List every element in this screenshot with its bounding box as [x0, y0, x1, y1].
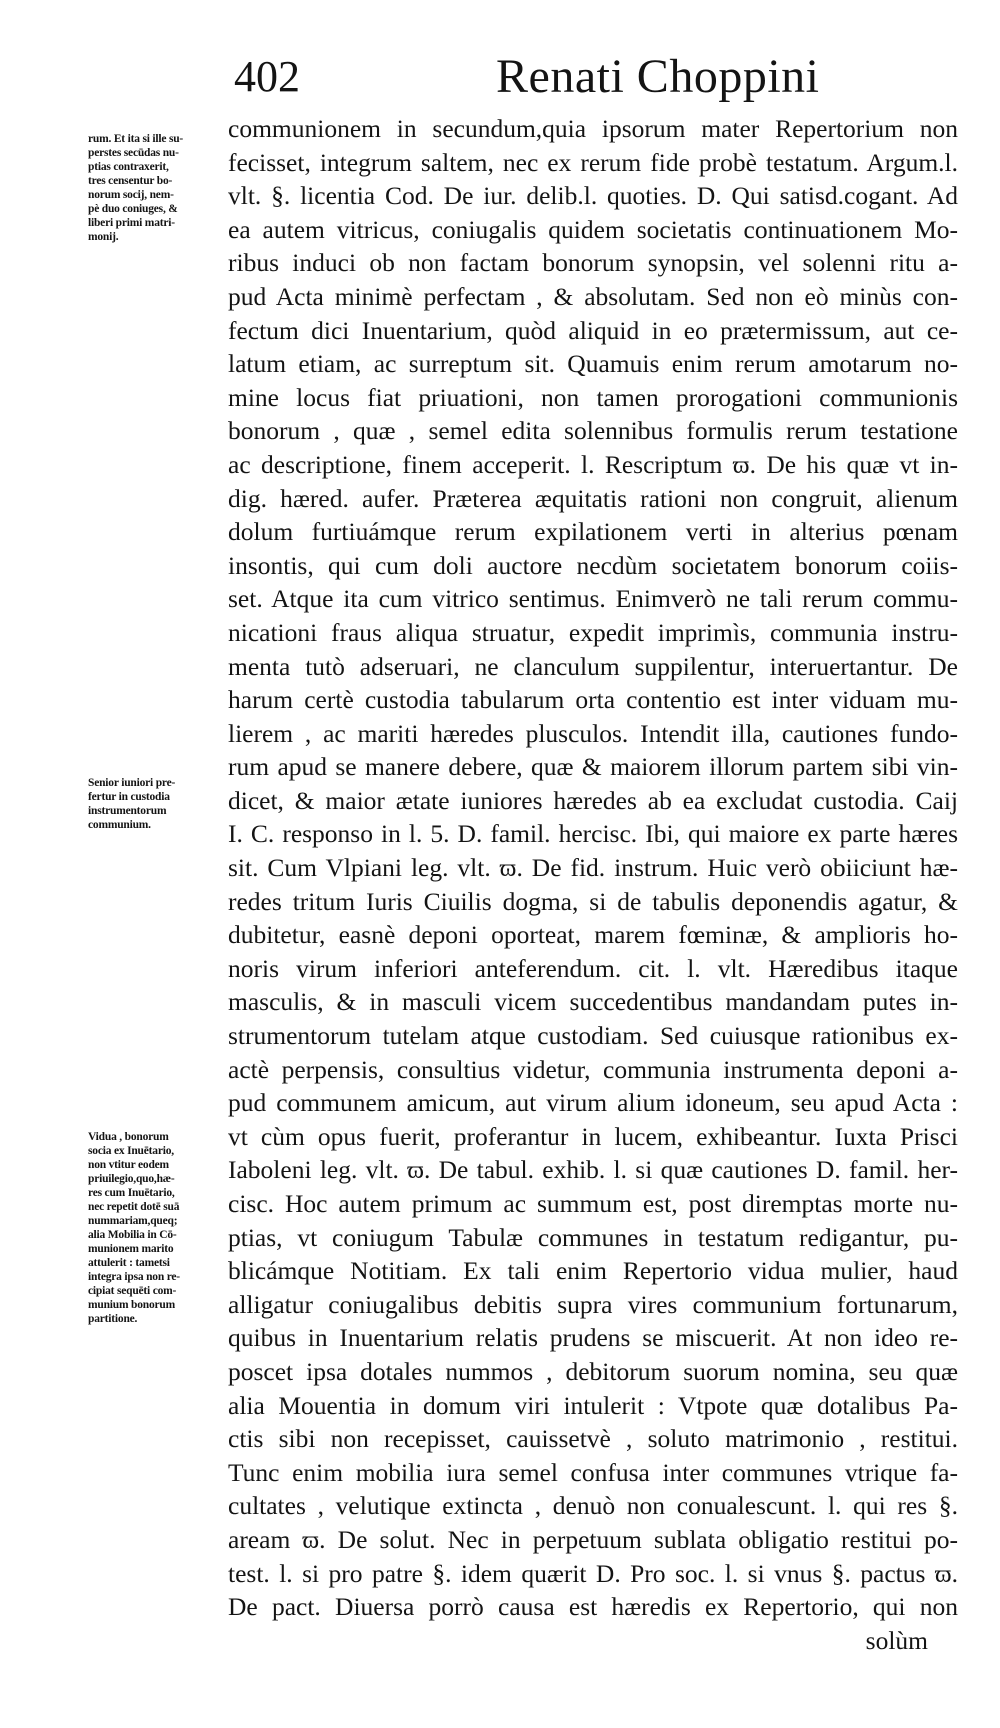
text-line: test. l. si pro patre §. idem quærit D. Pro soc. l. si vnus §. pactus ϖ.	[228, 1558, 958, 1588]
text-line: cisc. Hoc autem primum ac summum est, post diremptas morte nu-	[228, 1189, 958, 1218]
text-line: ctis sibi non recepisset, cauissetvè , soluto matrimonio , restitui.	[228, 1424, 958, 1454]
text-line: Iaboleni leg. vlt. ϖ. De tabul. exhib. l. si quæ cautiones D. famil. her-	[228, 1155, 958, 1185]
text-line: ptias, vt coniugum Tabulæ communes in testatum redigantur, pu-	[228, 1222, 958, 1252]
text-line: ac descriptione, finem acceperit. l. Rescriptum ϖ. De his quæ vt in-	[228, 449, 958, 479]
margin-note-line: munionem marito	[88, 1243, 174, 1255]
margin-note-line: attulerit : tametsi	[88, 1257, 170, 1269]
margin-note-line: communium.	[88, 819, 151, 831]
margin-note-line: fertur in custodia	[88, 791, 170, 803]
text-line: ribus induci ob non factam bonorum synopsin, vel solenni ritu a-	[228, 248, 958, 278]
margin-note-line: norum socij, nem-	[88, 189, 174, 201]
margin-note-line: partitione.	[88, 1313, 138, 1325]
text-line: insontis, qui cum doli auctore necdùm societatem bonorum coiis-	[228, 550, 958, 580]
margin-note-line: pè duo coniuges, &	[88, 203, 178, 215]
margin-note-line: alia Mobilia in Cō-	[88, 1229, 177, 1241]
margin-note-3	[88, 1130, 228, 1326]
text-line: vt cùm opus fuerit, proferantur in lucem, exhibeantur. Iuxta Prisci	[228, 1121, 958, 1151]
margin-note-line: non vtitur eodem	[88, 1159, 169, 1171]
margin-note-line: integra ipsa non re-	[88, 1271, 180, 1283]
text-line: bonorum , quæ , semel edita solennibus formulis rerum testatione	[228, 416, 958, 446]
text-line: blicámque Notitiam. Ex tali enim Repertorio vidua mulier, haud	[228, 1256, 958, 1286]
text-line: pud Acta minimè perfectam , & absolutam. Sed non eò minùs con-	[228, 281, 958, 311]
text-line: De pact. Diuersa porrò causa est hæredis ex Repertorio, qui non	[228, 1592, 958, 1622]
margin-note-line: Vidua , bonorum	[88, 1131, 169, 1143]
text-line: noris virum inferiori anteferendum. cit. l. vlt. Hæredibus itaque	[228, 953, 958, 983]
margin-note-line: nummariam,queq;	[88, 1215, 178, 1227]
text-line: menta tutò adseruari, ne clanculum suppilentur, interuertantur. De	[228, 651, 958, 681]
text-line: dig. hæred. aufer. Præterea æquitatis rationi non congruit, alienum	[228, 483, 958, 513]
margin-note-1	[88, 132, 228, 244]
text-line: strumentorum tutelam atque custodiam. Sed cuiusque rationibus ex-	[228, 1021, 958, 1051]
text-line: nicationi fraus aliqua struatur, expedit imprimìs, communia instru-	[228, 617, 958, 647]
text-line: cultates , velutique extincta , denuò non conualescunt. l. qui res §.	[228, 1491, 958, 1521]
text-line: I. C. responso in l. 5. D. famil. hercisc. Ibi, qui maiore ex parte hæres	[228, 819, 958, 849]
text-line: sit. Cum Vlpiani leg. vlt. ϖ. De fid. instrum. Huic verò obiiciunt hæ-	[228, 853, 958, 883]
text-line: masculis, & in masculi vicem succedentibus mandandam putes in-	[228, 987, 958, 1017]
body-text	[228, 112, 958, 1657]
margin-note-line: priuilegio,quo,hæ-	[88, 1173, 175, 1185]
margin-note-line: nec repetit dotē suā	[88, 1201, 180, 1213]
text-line: fectum dici Inuentarium, quòd aliquid in eo prætermissum, aut ce-	[228, 315, 958, 345]
margin-note-line: ptias contraxerit,	[88, 161, 169, 173]
text-line: quibus in Inuentarium relatis prudens se miscuerit. At non ideo re-	[228, 1323, 958, 1353]
margin-note-line: liberi primi matri-	[88, 217, 175, 229]
text-line: Tunc enim mobilia iura semel confusa inter communes vtrique fa-	[228, 1457, 958, 1487]
text-line: rum apud se manere debere, quæ & maiorem illorum partem sibi vin-	[228, 752, 958, 782]
text-line: redes tritum Iuris Ciuilis dogma, si de tabulis deponendis agatur, &	[228, 886, 958, 916]
text-line: communionem in secundum,quia ipsorum mater Repertorium non	[228, 114, 958, 143]
page-number: 402	[234, 52, 300, 101]
text-line: aream ϖ. De solut. Nec in perpetuum sublata obligatio restitui po-	[228, 1524, 958, 1554]
text-line: latum etiam, ac surreptum sit. Quamuis enim rerum amotarum no-	[228, 349, 958, 379]
margin-note-line: rum. Et ita si ille su-	[88, 133, 184, 145]
text-line: actè perpensis, consultius videtur, communia instrumenta deponi a-	[228, 1054, 958, 1084]
text-line: mine locus fiat priuationi, non tamen prorogationi communionis	[228, 382, 958, 412]
margin-note-line: socia ex Inuētario,	[88, 1145, 174, 1157]
text-line: dicet, & maior ætate iuniores hæredes ab ea excludat custodia. Caij	[228, 785, 958, 815]
margin-note-line: perstes secūdas nu-	[88, 147, 179, 159]
text-line: pud communem amicum, aut virum alium idoneum, seu apud Acta :	[228, 1088, 958, 1118]
margin-note-line: munium bonorum	[88, 1299, 175, 1311]
text-line: set. Atque ita cum vitrico sentimus. Enimverò ne tali rerum commu-	[228, 584, 958, 614]
text-line: alia Mouentia in domum viri intulerit : Vtpote quæ dotalibus Pa-	[228, 1390, 958, 1420]
catchword: solùm	[865, 1625, 928, 1655]
margin-note-line: Senior iuniori pre-	[88, 777, 176, 789]
margin-note-line: cipiat sequēti com-	[88, 1285, 177, 1297]
text-line: lierem , ac mariti hæredes plusculos. Intendit illa, cautiones fundo-	[228, 718, 958, 748]
margin-note-line: tres censentur bo-	[88, 175, 173, 187]
margin-note-line: res cum Inuētario,	[88, 1187, 175, 1199]
text-line: ea autem vitricus, coniugalis quidem societatis continuationem Mo-	[228, 214, 958, 244]
margin-note-line: monij.	[88, 231, 119, 243]
text-line: alligatur coniugalibus debitis supra vires communium fortunarum,	[228, 1289, 958, 1319]
running-head: Renati Choppini	[496, 50, 820, 103]
text-line: harum certè custodia tabularum orta contentio est inter viduam mu-	[228, 685, 958, 715]
page-header	[230, 52, 940, 102]
text-line: vlt. §. licentia Cod. De iur. delib.l. quoties. D. Qui satisd.cogant. Ad	[228, 181, 958, 211]
margin-note-2	[88, 776, 228, 832]
text-line: dolum furtiuámque rerum expilationem verti in alterius pœnam	[228, 517, 958, 547]
text-line: fecisset, integrum saltem, nec ex rerum fide probè testatum. Argum.l.	[228, 147, 958, 177]
text-line: dubitetur, easnè deponi oporteat, marem fœminæ, & amplioris ho-	[228, 920, 958, 950]
margin-note-line: instrumentorum	[88, 805, 167, 817]
text-line: poscet ipsa dotales nummos , debitorum suorum nomina, seu quæ	[228, 1356, 958, 1386]
